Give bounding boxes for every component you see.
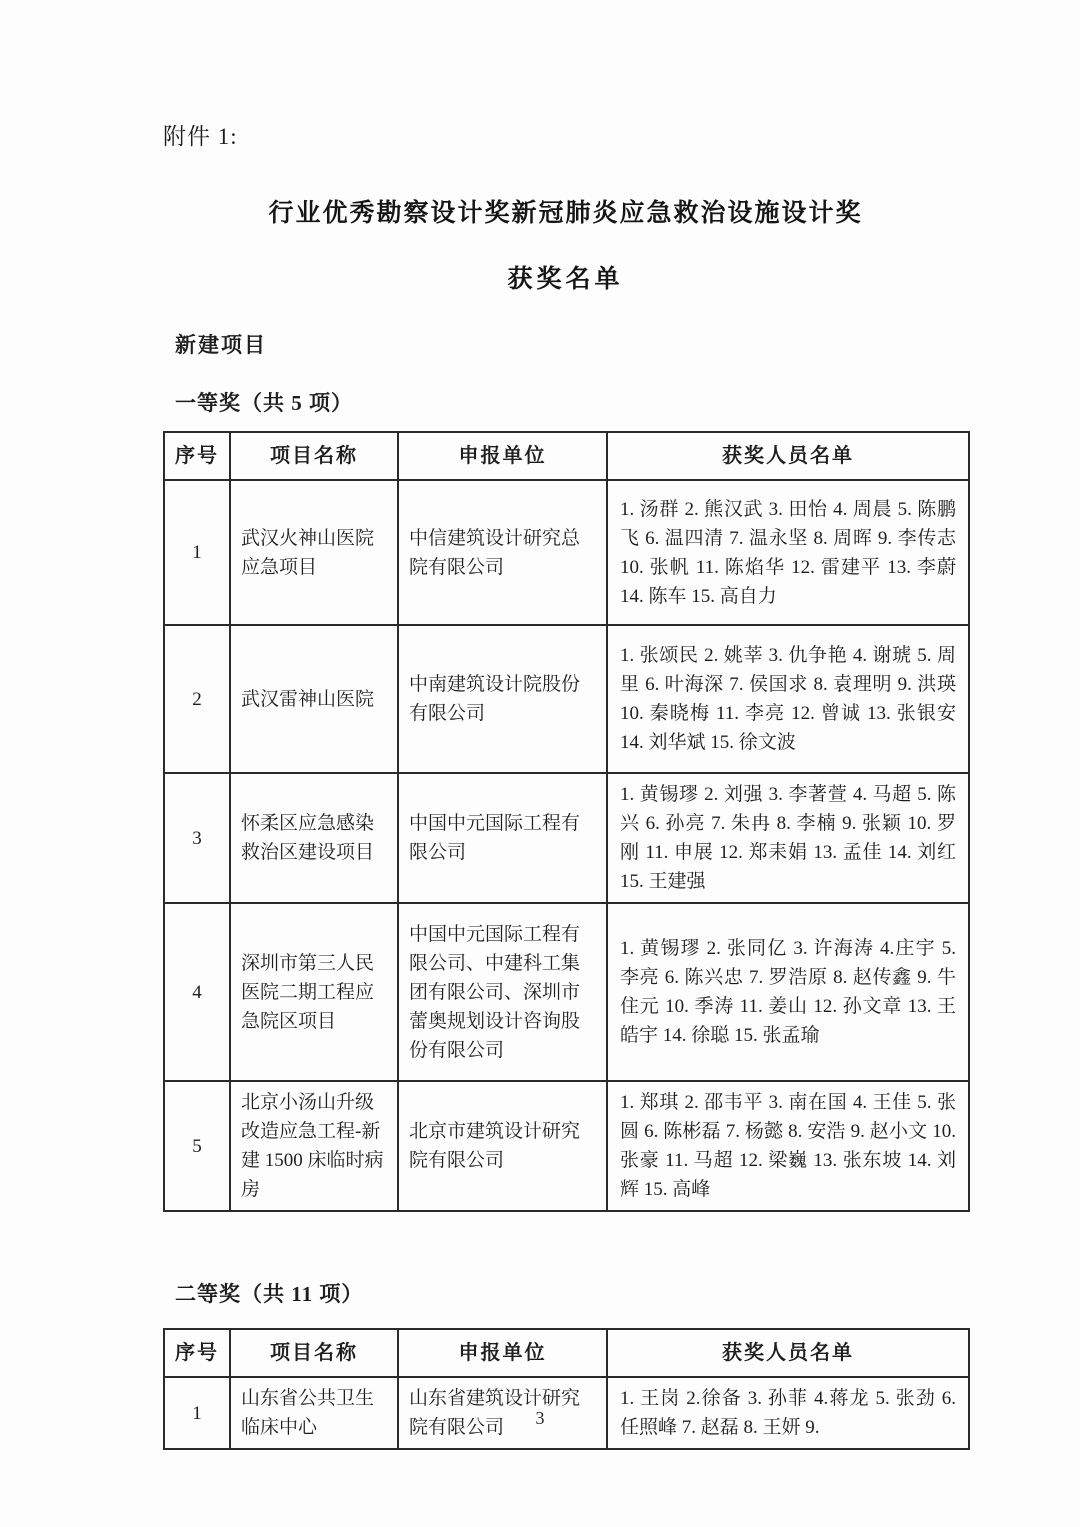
cell-winners: 1. 黄锡璆 2. 刘强 3. 李著萱 4. 马超 5. 陈兴 6. 孙亮 7. 朱冉 8. 李楠 9. 张颖 10. 罗刚 11. 申展 12. 郑耒娟 13. 孟佳 14. 刘红 15. 王建强 [607, 773, 969, 903]
column-header-project: 项目名称 [230, 1329, 398, 1377]
first-prize-heading: 一等奖（共 5 项） [175, 391, 353, 415]
cell-no: 4 [164, 903, 230, 1081]
cell-unit: 中国中元国际工程有限公司、中建科工集团有限公司、深圳市蕾奥规划设计咨询股份有限公司 [398, 903, 607, 1081]
cell-winners: 1. 黄锡璆 2. 张同亿 3. 许海涛 4.庄宇 5. 李亮 6. 陈兴忠 7. 罗浩原 8. 赵传鑫 9. 牛住元 10. 季涛 11. 姜山 12. 孙文章 13. 王皓宇 14. 徐聪 15. 张孟瑜 [607, 903, 969, 1081]
first-prize-table [163, 431, 970, 1212]
page-number: 3 [535, 1408, 545, 1428]
first-prize-table-header [164, 432, 969, 480]
cell-project: 武汉火神山医院应急项目 [230, 480, 398, 625]
cell-winners: 1. 郑琪 2. 邵韦平 3. 南在国 4. 王佳 5. 张圆 6. 陈彬磊 7. 杨懿 8. 安浩 9. 赵小文 10. 张豪 11. 马超 12. 梁巍 13. 张东坡 14. 刘辉 15. 高峰 [607, 1081, 969, 1211]
second-prize-heading: 二等奖（共 11 项） [175, 1282, 364, 1306]
cell-project: 北京小汤山升级改造应急工程-新建 1500 床临时病房 [230, 1081, 398, 1211]
cell-project: 山东省公共卫生临床中心 [230, 1377, 398, 1449]
cell-winners: 1. 汤群 2. 熊汉武 3. 田怡 4. 周晨 5. 陈鹏飞 6. 温四清 7. 温永坚 8. 周晖 9. 李传志 10. 张帆 11. 陈焰华 12. 雷建平 13. 李蔚 14. 陈车 15. 高自力 [607, 480, 969, 625]
cell-no: 1 [164, 480, 230, 625]
table-row [164, 625, 969, 773]
table-row [164, 480, 969, 625]
header-row [164, 1329, 969, 1377]
cell-unit: 北京市建筑设计研究院有限公司 [398, 1081, 607, 1211]
document-content [163, 0, 968, 1450]
cell-unit: 中信建筑设计研究总院有限公司 [398, 480, 607, 625]
second-prize-table [163, 1328, 970, 1450]
cell-unit: 山东省建筑设计研究院有限公司 [398, 1377, 607, 1449]
first-prize-table-body [164, 480, 969, 1211]
header-row [164, 432, 969, 480]
document-subtitle: 获奖名单 [507, 266, 624, 293]
column-header-no: 序号 [164, 1329, 230, 1377]
cell-no: 1 [164, 1377, 230, 1449]
second-prize-table-header [164, 1329, 969, 1377]
column-header-unit: 申报单位 [398, 432, 607, 480]
cell-project: 怀柔区应急感染救治区建设项目 [230, 773, 398, 903]
cell-project: 武汉雷神山医院 [230, 625, 398, 773]
column-header-project: 项目名称 [230, 432, 398, 480]
attachment-label: 附件 1: [163, 124, 238, 149]
cell-winners: 1. 张颂民 2. 姚莘 3. 仇争艳 4. 谢琥 5. 周里 6. 叶海深 7. 侯国求 8. 袁理明 9. 洪瑛 10. 秦晓梅 11. 李亮 12. 曾诚 13. 张银安 14. 刘华斌 15. 徐文波 [607, 625, 969, 773]
table-row [164, 903, 969, 1081]
column-header-winners: 获奖人员名单 [607, 432, 969, 480]
cell-no: 2 [164, 625, 230, 773]
cell-unit: 中南建筑设计院股份有限公司 [398, 625, 607, 773]
table-row [164, 1081, 969, 1211]
cell-project: 深圳市第三人民医院二期工程应急院区项目 [230, 903, 398, 1081]
table-row [164, 773, 969, 903]
cell-no: 5 [164, 1081, 230, 1211]
column-header-no: 序号 [164, 432, 230, 480]
cell-no: 3 [164, 773, 230, 903]
column-header-unit: 申报单位 [398, 1329, 607, 1377]
cell-unit: 中国中元国际工程有限公司 [398, 773, 607, 903]
cell-winners: 1. 王岗 2.徐备 3. 孙菲 4.蒋龙 5. 张劲 6. 任照峰 7. 赵磊 8. 王妍 9. [607, 1377, 969, 1449]
document-title: 行业优秀勘察设计奖新冠肺炎应急救治设施设计奖 [268, 200, 863, 227]
section-heading-new-projects: 新建项目 [175, 333, 267, 357]
column-header-winners: 获奖人员名单 [607, 1329, 969, 1377]
